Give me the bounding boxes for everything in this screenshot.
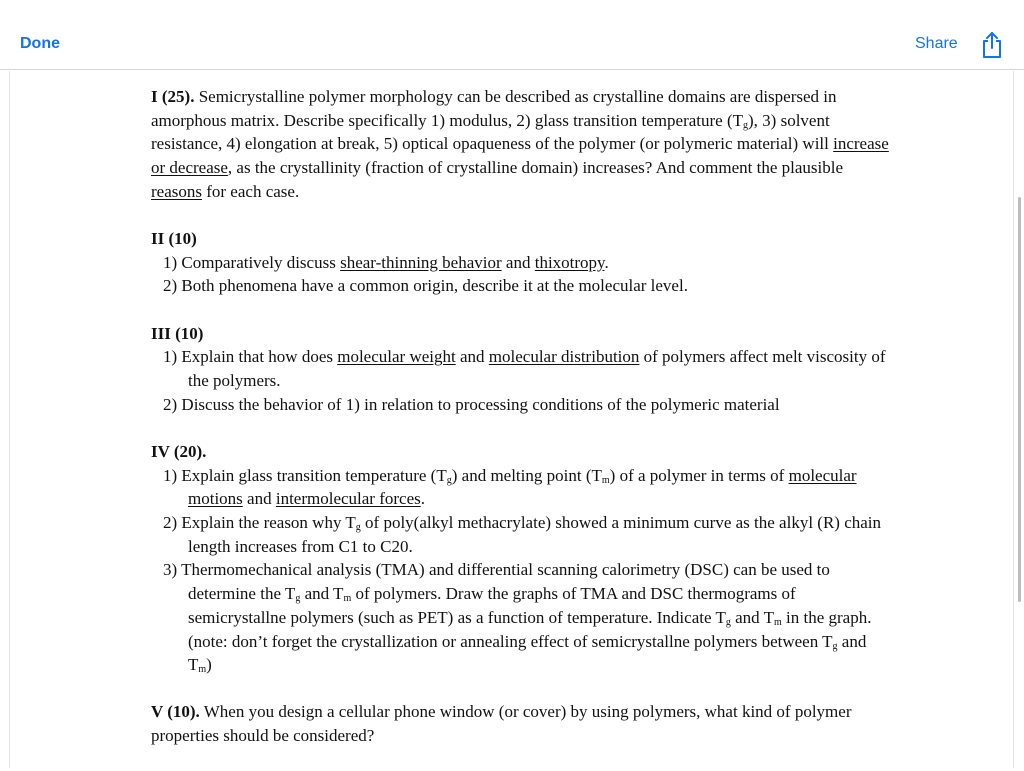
document-viewer[interactable] bbox=[0, 71, 1024, 768]
question-2-heading: II (10) bbox=[151, 229, 197, 249]
question-2-item-2: 2) Both phenomena have a common origin, describe it at the molecular level. bbox=[163, 276, 688, 296]
share-icon[interactable] bbox=[980, 31, 1004, 59]
page-edge-left bbox=[9, 71, 10, 768]
question-3-item-1: 1) Explain that how does molecular weight and molecular distribution of polymers affect melt viscosity of the polymers. bbox=[163, 347, 886, 391]
question-3-heading: III (10) bbox=[151, 323, 204, 343]
document-page bbox=[151, 85, 891, 771]
question-3 bbox=[151, 322, 891, 417]
question-1-heading: I (25). bbox=[151, 87, 195, 106]
done-button[interactable]: Done bbox=[20, 35, 60, 52]
question-4-item-2: 2) Explain the reason why $T_g$ of poly(alkyl methacrylate) showed a minimum curve as the alkyl (R) chain length increases from C1 to C20. bbox=[163, 513, 882, 556]
question-4-item-1: 1) Explain glass transition temperature $(T_g)$ and melting point $(T_m)$ of a polymer in terms of molecular motions and intermolecular forces. bbox=[163, 465, 857, 509]
share-button[interactable]: Share bbox=[915, 35, 958, 52]
scrollbar[interactable] bbox=[1018, 197, 1021, 602]
question-2 bbox=[151, 227, 891, 298]
question-5-heading: V (10). bbox=[151, 702, 200, 722]
question-2-item-1: 1) Comparatively discuss shear-thinning behavior and thixotropy. bbox=[163, 252, 609, 272]
question-4 bbox=[151, 440, 891, 677]
question-3-item-2: 2) Discuss the behavior of 1) in relation to processing conditions of the polymeric material bbox=[163, 394, 780, 414]
question-5: V (10). When you design a cellular phone window (or cover) by using polymers, what kind of polymer properties should be considered? bbox=[151, 702, 852, 746]
question-4-item-3: 3) Thermomechanical analysis (TMA) and differential scanning calorimetry (DSC) can be used to determine the $T_g$ and $T_m$ of polymers. Draw the graphs of TMA and DSC thermograms of semicrystallne polymers (such as PET) as a function of temperature. Indicate $T_g$ and $T_m$ in the graph. (note: don’t forget the crystallization or annealing effect of semicrystallne polymers between $T_g$ and $T_m$) bbox=[163, 560, 872, 676]
question-4-heading: IV (20). bbox=[151, 441, 207, 461]
question-1: I (25). Semicrystalline polymer morphology can be described as crystalline domains are dispersed in amorphous matrix. Describe specifically 1) modulus, 2) glass transition temperature $(T_g)$, 3) solvent resistance, 4) elongation at break, 5) optical opaqueness of the polymer (or polymeric material) will increase or decrease, as the crystallinity (fraction of crystalline domain) increases? And comment the plausible reasons for each case. bbox=[151, 87, 889, 201]
top-toolbar bbox=[0, 0, 1024, 70]
page-edge-right bbox=[1013, 71, 1014, 768]
